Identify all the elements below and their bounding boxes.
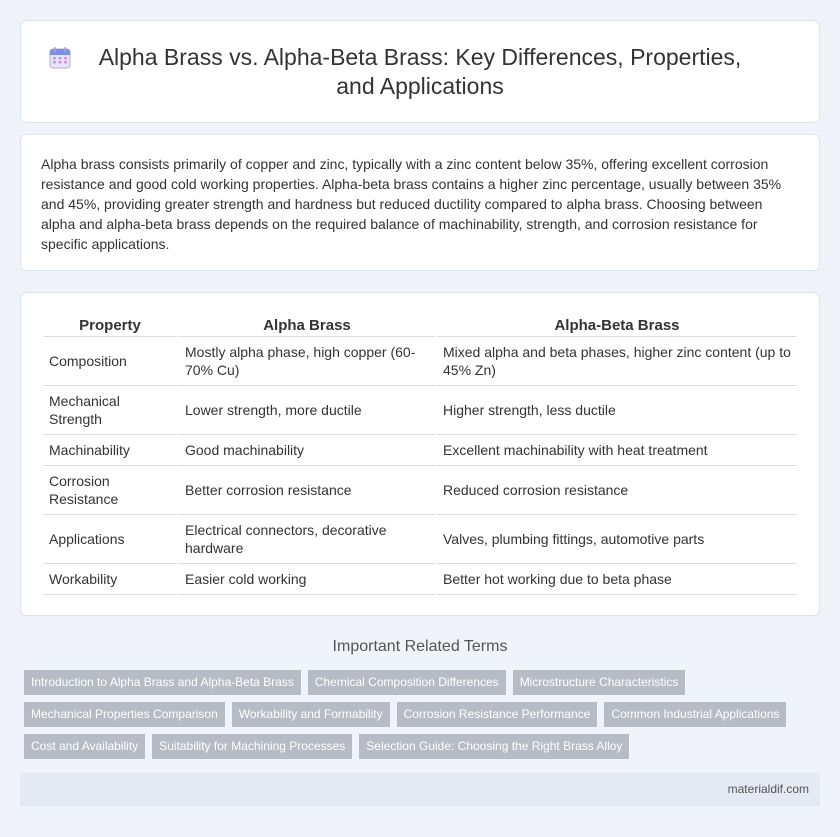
term-tag[interactable]: Common Industrial Applications xyxy=(604,702,786,727)
term-tag[interactable]: Selection Guide: Choosing the Right Brass Alloy xyxy=(359,734,629,759)
cell-alpha: Electrical connectors, decorative hardware xyxy=(179,515,435,564)
page-title: Alpha Brass vs. Alpha-Beta Brass: Key Differences, Properties, and Applications xyxy=(98,44,742,99)
term-row xyxy=(24,702,814,727)
term-tag[interactable]: Microstructure Characteristics xyxy=(513,670,686,695)
cell-alpha-beta: Excellent machinability with heat treatment xyxy=(437,435,797,466)
cell-property: Composition xyxy=(43,337,177,386)
term-tag[interactable]: Suitability for Machining Processes xyxy=(152,734,352,759)
term-tag[interactable]: Workability and Formability xyxy=(232,702,390,727)
cell-alpha: Better corrosion resistance xyxy=(179,466,435,515)
term-tag[interactable]: Cost and Availability xyxy=(24,734,145,759)
cell-alpha: Easier cold working xyxy=(179,564,435,595)
table-row xyxy=(43,435,797,466)
comparison-card xyxy=(20,292,820,616)
intro-paragraph: Alpha brass consists primarily of copper and zinc, typically with a zinc content below 35%, offering excellent corrosion resistance and good cold working properties. Alpha-beta brass contains a higher zinc percentage, usually between 35% and 45%, providing greater strength and hardness but reduced ductility compared to alpha brass. Choosing between alpha and alpha-beta brass depends on the required balance of machinability, strength, and corrosion resistance for specific applications. xyxy=(41,156,782,252)
footer xyxy=(20,773,820,806)
cell-alpha-beta: Higher strength, less ductile xyxy=(437,386,797,435)
related-terms xyxy=(24,670,814,766)
table-row xyxy=(43,386,797,435)
cell-alpha-beta: Mixed alpha and beta phases, higher zinc content (up to 45% Zn) xyxy=(437,337,797,386)
cell-property: Mechanical Strength xyxy=(43,386,177,435)
cell-property: Machinability xyxy=(43,435,177,466)
table-row xyxy=(43,564,797,595)
header-alpha-beta-brass: Alpha-Beta Brass xyxy=(437,309,797,337)
cell-alpha-beta: Reduced corrosion resistance xyxy=(437,466,797,515)
cell-property: Workability xyxy=(43,564,177,595)
cell-alpha-beta: Valves, plumbing fittings, automotive parts xyxy=(437,515,797,564)
cell-property: Applications xyxy=(43,515,177,564)
table-row xyxy=(43,466,797,515)
cell-alpha-beta: Better hot working due to beta phase xyxy=(437,564,797,595)
intro-card xyxy=(20,134,820,271)
table-row xyxy=(43,515,797,564)
title-card xyxy=(20,20,820,123)
related-terms-title: Important Related Terms xyxy=(332,638,508,655)
cell-property: Corrosion Resistance xyxy=(43,466,177,515)
footer-site-link[interactable]: materialdif.com xyxy=(727,782,809,796)
term-tag[interactable]: Mechanical Properties Comparison xyxy=(24,702,225,727)
cell-alpha: Lower strength, more ductile xyxy=(179,386,435,435)
header-property: Property xyxy=(43,309,177,337)
term-row xyxy=(24,734,814,759)
term-tag[interactable]: Introduction to Alpha Brass and Alpha-Beta Brass xyxy=(24,670,301,695)
table-header-row xyxy=(43,309,797,337)
header-alpha-brass: Alpha Brass xyxy=(179,309,435,337)
cell-alpha: Good machinability xyxy=(179,435,435,466)
term-tag[interactable]: Corrosion Resistance Performance xyxy=(397,702,598,727)
table-row xyxy=(43,337,797,386)
cell-alpha: Mostly alpha phase, high copper (60-70% Cu) xyxy=(179,337,435,386)
comparison-table xyxy=(41,309,799,595)
term-row xyxy=(24,670,814,695)
term-tag[interactable]: Chemical Composition Differences xyxy=(308,670,506,695)
